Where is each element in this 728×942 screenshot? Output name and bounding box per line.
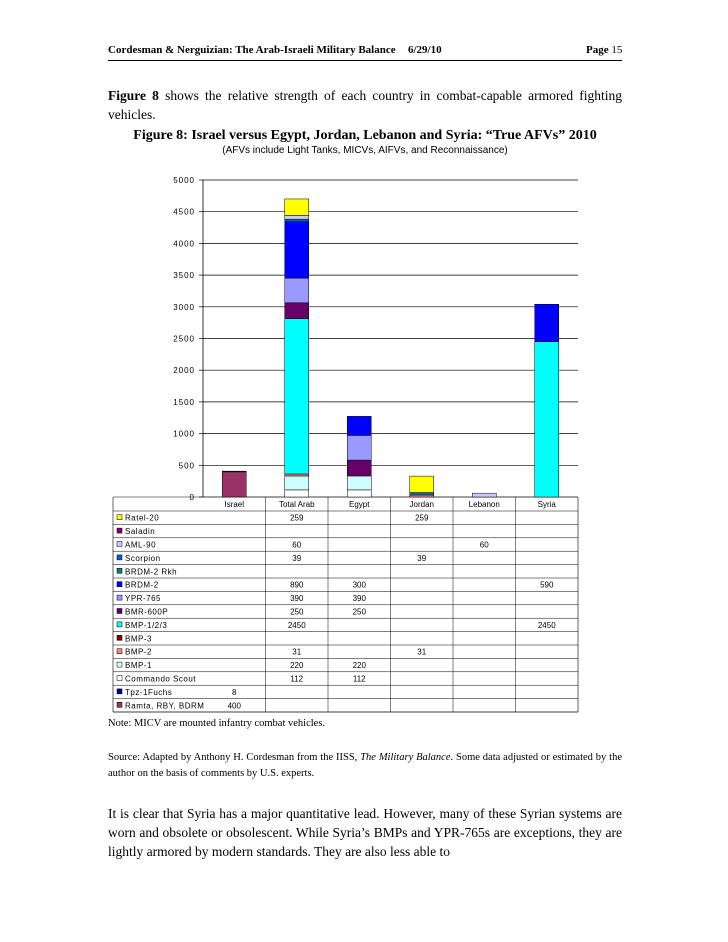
header-page-number: 15 [611,44,623,56]
legend-label: YPR-765 [125,594,161,604]
bar-segment [347,476,371,490]
table-cell-value: 220 [290,661,304,671]
bar-segment [472,493,496,497]
x-category-label: Jordan [409,500,434,509]
source-title: The Military Balance [360,752,451,763]
table-cell-value: 8 [232,687,237,697]
bar-segment [285,490,309,497]
legend-label: BMR-600P [125,607,169,617]
y-tick-label: 2500 [173,334,195,344]
y-tick-label: 5000 [173,176,195,185]
legend-swatch [117,622,122,627]
header-page-label: Page [586,44,609,56]
bar-segment [285,476,309,490]
legend-swatch [117,595,122,600]
header-rule [108,60,622,61]
bar-segment [347,460,371,476]
table-cell-value: 259 [290,513,304,523]
table-cell-value: 220 [352,661,366,671]
legend-swatch [117,555,122,560]
bar-segment [222,471,246,472]
x-category-label: Egypt [349,500,370,509]
source-prefix: Source: Adapted by Anthony H. Cordesman from the IISS, [108,752,361,763]
bar-segment [285,222,309,278]
bar-segment [410,495,434,497]
legend-swatch [117,542,122,547]
legend-label: BMP-1/2/3 [125,620,168,630]
bar-segment [347,416,371,435]
table-cell-value: 250 [290,607,304,617]
bar-segment [285,319,309,474]
x-category-label: Israel [224,500,245,509]
chart [0,160,728,720]
legend-label: BMP-2 [125,647,152,657]
bar-segment [410,476,434,492]
table-cell-value: 39 [292,553,302,563]
legend-swatch [117,609,122,614]
x-category-label: Syria [537,500,556,509]
table-cell-value: 31 [292,647,302,657]
table-cell-value: 390 [352,594,366,604]
legend-label: AML-90 [125,540,157,550]
y-tick-label: 3500 [173,271,195,281]
x-category-label: Lebanon [468,500,500,509]
header-page [586,44,622,56]
legend-swatch [117,649,122,654]
bar-segment [285,199,309,215]
legend-label: Commando Scout [125,674,197,684]
bar-segment [285,303,309,319]
bar-segment [285,278,309,303]
bar-segment [285,219,309,221]
figure-subtitle: (AFVs include Light Tanks, MICVs, AIFVs, and Reconnaissance) [222,145,508,156]
header-authors: Cordesman & Nerguizian: The Arab-Israeli Military Balance [108,44,396,56]
y-tick-label: 2000 [173,366,195,376]
intro-paragraph [108,86,622,124]
y-tick-label: 3000 [173,302,195,312]
legend-swatch [117,662,122,667]
legend-swatch [117,689,122,694]
legend-label: BRDM-2 Rkh [125,567,178,577]
bar-segment [347,490,371,497]
bar-segment [285,215,309,219]
legend-swatch [117,635,122,640]
table-cell-value: 890 [290,580,304,590]
source-suffix: . Some data adjusted or estimated by the author on the basis of comments by U.S. experts. [108,752,622,779]
legend-label: Saladin [125,527,156,537]
table-cell-value: 60 [292,540,302,550]
table-cell-value: 390 [290,594,304,604]
bar-segment [347,435,371,460]
intro-text: shows the relative strength of each country in combat-capable armored fighting vehicles. [108,88,622,122]
legend-label: Ramta, RBY, BDRM [125,701,205,711]
y-tick-label: 500 [178,461,195,471]
table-cell-value: 60 [479,540,489,550]
bar-segment [535,342,559,497]
legend-swatch [117,702,122,707]
header-date: 6/29/10 [408,44,442,56]
legend-label: Scorpion [125,553,161,563]
table-cell-value: 400 [227,701,241,711]
closing-paragraph: It is clear that Syria has a major quantitative lead. However, many of these Syrian systems are worn and obsolete or obsolescent. While Syria’s BMPs and YPR-765s are exceptions, they are lightly armored by modern standards. They are also less able to [108,806,622,859]
legend-label: Ratel-20 [125,513,160,523]
legend-swatch [117,676,122,681]
y-tick-label: 1000 [173,429,195,439]
y-tick-label: 1500 [173,397,195,407]
bar-segment [285,474,309,476]
note: Note: MICV are mounted infantry combat vehicles. [108,718,326,729]
x-category-label: Total Arab [278,500,315,509]
table-cell-value: 112 [290,674,304,684]
table-cell-value: 590 [540,580,554,590]
bar-segment [535,304,559,341]
table-cell-value: 300 [352,580,366,590]
table-cell-value: 2450 [287,620,306,630]
bar-segment [222,472,246,497]
table-cell-value: 112 [352,674,366,684]
legend-swatch [117,528,122,533]
legend-label: BMP-1 [125,661,152,671]
intro-figure-ref: Figure 8 [108,88,159,103]
bar-segment [410,493,434,495]
figure-title: Figure 8: Israel versus Egypt, Jordan, Lebanon and Syria: “True AFVs” 2010 [133,128,597,143]
table-cell-value: 39 [417,553,427,563]
y-tick-label: 4000 [173,239,195,249]
legend-label: Tpz-1Fuchs [125,687,173,697]
table-cell-value: 250 [352,607,366,617]
table-cell-value: 259 [415,513,429,523]
legend-swatch [117,568,122,573]
y-tick-label: 0 [189,493,195,502]
legend-swatch [117,515,122,520]
legend-label: BRDM-2 [125,580,159,590]
table-cell-value: 2450 [537,620,556,630]
y-tick-label: 4500 [173,207,195,217]
legend-swatch [117,582,122,587]
table-cell-value: 31 [417,647,427,657]
source-note [108,750,622,782]
legend-label: BMP-3 [125,634,152,644]
